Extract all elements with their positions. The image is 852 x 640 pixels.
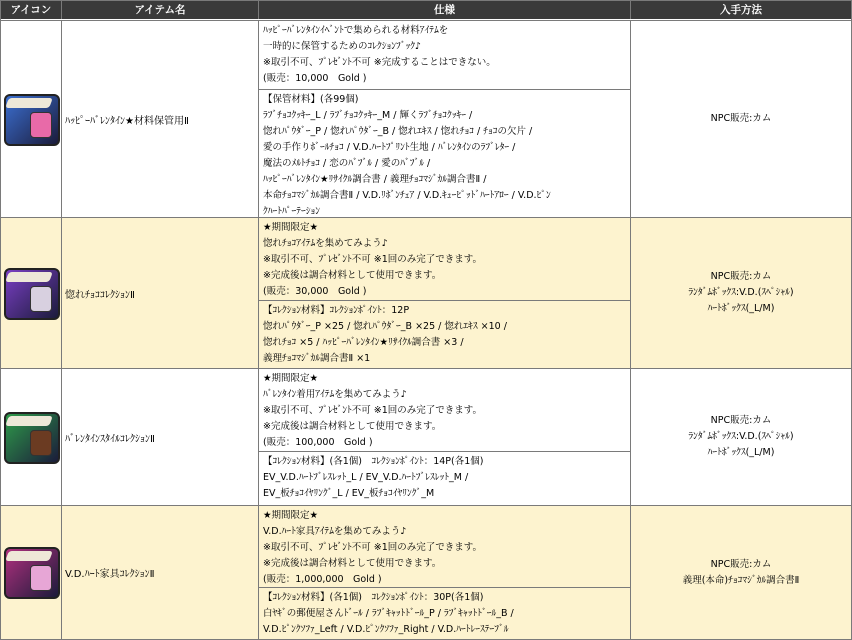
item-name: V.D.ﾊｰﾄ家具ｺﾚｸｼｮﾝⅡ	[62, 506, 259, 639]
material-line: 義理ﾁｮｺﾏｼﾞｶﾙ調合書Ⅱ ×1	[263, 353, 371, 364]
spec-line: 惚れﾁｮｺｱｲﾃﾑを集めてみよう♪	[263, 238, 388, 249]
spec-line: ※完成後は調合材料として使用できます。	[263, 421, 442, 432]
acquisition-method: 義理(本命)ﾁｮｺﾏｼﾞｶﾙ調合書Ⅱ	[682, 574, 800, 586]
acquisition-method: ﾊｰﾄﾎﾞｯｸｽ(_L/M)	[707, 447, 775, 458]
acquisition-method: ﾊｰﾄﾎﾞｯｸｽ(_L/M)	[707, 303, 775, 314]
spec-materials	[259, 451, 630, 505]
spec-materials	[259, 89, 630, 217]
spec-line: ﾊｯﾋﾟｰﾊﾞﾚﾝﾀｲﾝｲﾍﾞﾝﾄで集められる材料ｱｲﾃﾑを	[263, 25, 449, 36]
icon-cell	[1, 506, 62, 639]
acquisition-method: NPC販売:カム	[710, 415, 772, 426]
chocolate-book-icon	[4, 268, 60, 320]
spec-line: ※取引不可、ﾌﾟﾚｾﾞﾝﾄ不可 ※完成することはできない。	[263, 57, 496, 68]
spec-line: ※取引不可、ﾌﾟﾚｾﾞﾝﾄ不可 ※1回のみ完了できます。	[263, 542, 482, 553]
spec-line: (販売：100,000 Gold )	[263, 437, 373, 448]
header-spec: 仕様	[259, 1, 631, 19]
material-line: V.D.ﾋﾟﾝｸｿﾌｧ_Left / V.D.ﾋﾟﾝｸｿﾌｧ_Right / V.D.ﾊｰﾄﾚｰｽﾃｰﾌﾞﾙ	[263, 624, 509, 635]
material-line: ﾊｯﾋﾟｰﾊﾞﾚﾝﾀｲﾝ★ﾘｻｲｸﾙ調合書 / 義理ﾁｮｺﾏｼﾞｶﾙ調合書Ⅱ /	[263, 174, 487, 185]
table-row	[1, 217, 851, 368]
material-line: 惚れﾊﾟｳﾀﾞｰ_P ×25 / 惚れﾊﾟｳﾀﾞｰ_B ×25 / 惚れｴｷｽ ×10 /	[263, 321, 507, 332]
material-line: 【ｺﾚｸｼｮﾝ材料】(各1個) ｺﾚｸｼｮﾝﾎﾟｲﾝﾄ：30P(各1個)	[263, 592, 484, 603]
material-line: 白ﾔｷﾞの郵便屋さんﾄﾞｰﾙ / ﾗﾌﾞｷｬｯﾄﾄﾞｰﾙ_P / ﾗﾌﾞｷｬｯﾄﾄﾞｰﾙ_B /	[263, 608, 514, 619]
spec-line: ﾊﾞﾚﾝﾀｲﾝ着用ｱｲﾃﾑを集めてみよう♪	[263, 389, 407, 400]
spec-materials	[259, 587, 630, 639]
material-line: EV_板ﾁｮｺｲﾔﾘﾝｸﾞ_L / EV_板ﾁｮｺｲﾔﾘﾝｸﾞ_M	[263, 488, 435, 499]
table-row	[1, 368, 851, 505]
acquisition-cell	[631, 506, 851, 639]
spec-cell	[259, 218, 631, 368]
material-line: ｸﾊｰﾄﾊﾟｰﾃｰｼｮﾝ	[263, 206, 321, 217]
icon-cell	[1, 21, 62, 217]
material-line: 【ｺﾚｸｼｮﾝ材料】ｺﾚｸｼｮﾝﾎﾟｲﾝﾄ：12P	[263, 305, 410, 316]
acquisition-method: ﾗﾝﾀﾞﾑﾎﾞｯｸｽ:V.D.(ｽﾍﾟｼｬﾙ)	[688, 287, 794, 298]
header-name: アイテム名	[62, 1, 259, 19]
spec-line: ★期間限定★	[263, 510, 319, 521]
acquisition-method: ﾗﾝﾀﾞﾑﾎﾞｯｸｽ:V.D.(ｽﾍﾟｼｬﾙ)	[688, 431, 794, 442]
table-header	[1, 1, 851, 19]
material-line: EV_V.D.ﾊｰﾄﾌﾞﾚｽﾚｯﾄ_L / EV_V.D.ﾊｰﾄﾌﾞﾚｽﾚｯﾄ_M /	[263, 472, 469, 483]
spec-line: ※完成後は調合材料として使用できます。	[263, 558, 442, 569]
acquisition-cell	[631, 21, 851, 217]
acquisition-method: NPC販売:カム	[710, 271, 772, 282]
spec-cell	[259, 21, 631, 217]
material-line: 【ｺﾚｸｼｮﾝ材料】(各1個) ｺﾚｸｼｮﾝﾎﾟｲﾝﾄ：14P(各1個)	[263, 456, 484, 467]
acquisition-method: NPC販売:カム	[710, 113, 772, 124]
table-row	[1, 505, 851, 639]
spec-line: (販売：30,000 Gold )	[263, 286, 367, 297]
spec-line: (販売：10,000 Gold )	[263, 73, 367, 84]
chocolate-bar-book-icon	[4, 412, 60, 464]
spec-line: V.D.ﾊｰﾄ家具ｱｲﾃﾑを集めてみよう♪	[263, 526, 407, 537]
material-line: 【保管材料】(各99個)	[263, 94, 359, 105]
acquisition-method: NPC販売:カム	[710, 558, 772, 570]
spec-cell	[259, 369, 631, 505]
item-name: ﾊｯﾋﾟｰﾊﾞﾚﾝﾀｲﾝ★材料保管用Ⅱ	[62, 21, 259, 217]
spec-description	[259, 369, 630, 451]
pink-bottle-book-icon	[4, 94, 60, 146]
acquisition-cell	[631, 369, 851, 505]
spec-line: 一時的に保管するためのｺﾚｸｼｮﾝﾌﾞｯｸ♪	[263, 41, 422, 52]
spec-description	[259, 21, 630, 89]
icon-cell	[1, 369, 62, 505]
item-name: 惚れﾁｮｺｺﾚｸｼｮﾝⅡ	[62, 218, 259, 368]
spec-line: ※完成後は調合材料として使用できます。	[263, 270, 442, 281]
item-name: ﾊﾞﾚﾝﾀｲﾝｽﾀｲﾙｺﾚｸｼｮﾝⅡ	[62, 369, 259, 505]
material-line: 惚れﾁｮｺ ×5 / ﾊｯﾋﾟｰﾊﾞﾚﾝﾀｲﾝ★ﾘｻｲｸﾙ調合書 ×3 /	[263, 337, 464, 348]
table-row	[1, 20, 851, 217]
heart-furniture-book-icon	[4, 547, 60, 599]
material-line: 魔法のﾒﾙﾄﾁｮｺ / 恋のﾊﾞﾌﾞﾙ / 愛のﾊﾞﾌﾞﾙ /	[263, 158, 431, 169]
icon-cell	[1, 218, 62, 368]
material-line: 惚れﾊﾟｳﾀﾞｰ_P / 惚れﾊﾟｳﾀﾞｰ_B / 惚れｴｷｽ / 惚れﾁｮｺ / ﾁｮｺの欠片 /	[263, 126, 533, 137]
spec-line: ★期間限定★	[263, 373, 319, 384]
header-icon: アイコン	[1, 1, 62, 19]
spec-line: ※取引不可、ﾌﾟﾚｾﾞﾝﾄ不可 ※1回のみ完了できます。	[263, 254, 482, 265]
spec-line: ★期間限定★	[263, 222, 319, 233]
material-line: ﾗﾌﾞﾁｮｺｸｯｷｰ_L / ﾗﾌﾞﾁｮｺｸｯｷｰ_M / 輝くﾗﾌﾞﾁｮｺｸｯｷｰ /	[263, 110, 473, 121]
header-get: 入手方法	[720, 4, 762, 16]
material-line: 本命ﾁｮｺﾏｼﾞｶﾙ調合書Ⅱ / V.D.ﾘﾎﾞﾝﾁｪｱ / V.D.ｷｭｰﾋﾟｯﾄﾞﾊｰﾄｱﾛｰ / V.D.ﾋﾟﾝ	[263, 190, 551, 201]
spec-cell	[259, 506, 631, 639]
material-line: 愛の手作りﾎﾞｰﾙﾁｮｺ / V.D.ﾊｰﾄﾌﾟﾘﾝﾄ生地 / ﾊﾞﾚﾝﾀｲﾝのﾗﾌﾞﾚﾀｰ /	[263, 142, 516, 153]
spec-materials	[259, 300, 630, 368]
spec-description	[259, 506, 630, 587]
spec-line: ※取引不可、ﾌﾟﾚｾﾞﾝﾄ不可 ※1回のみ完了できます。	[263, 405, 482, 416]
acquisition-cell	[631, 218, 851, 368]
spec-description	[259, 218, 630, 300]
spec-line: (販売：1,000,000 Gold )	[263, 574, 382, 585]
